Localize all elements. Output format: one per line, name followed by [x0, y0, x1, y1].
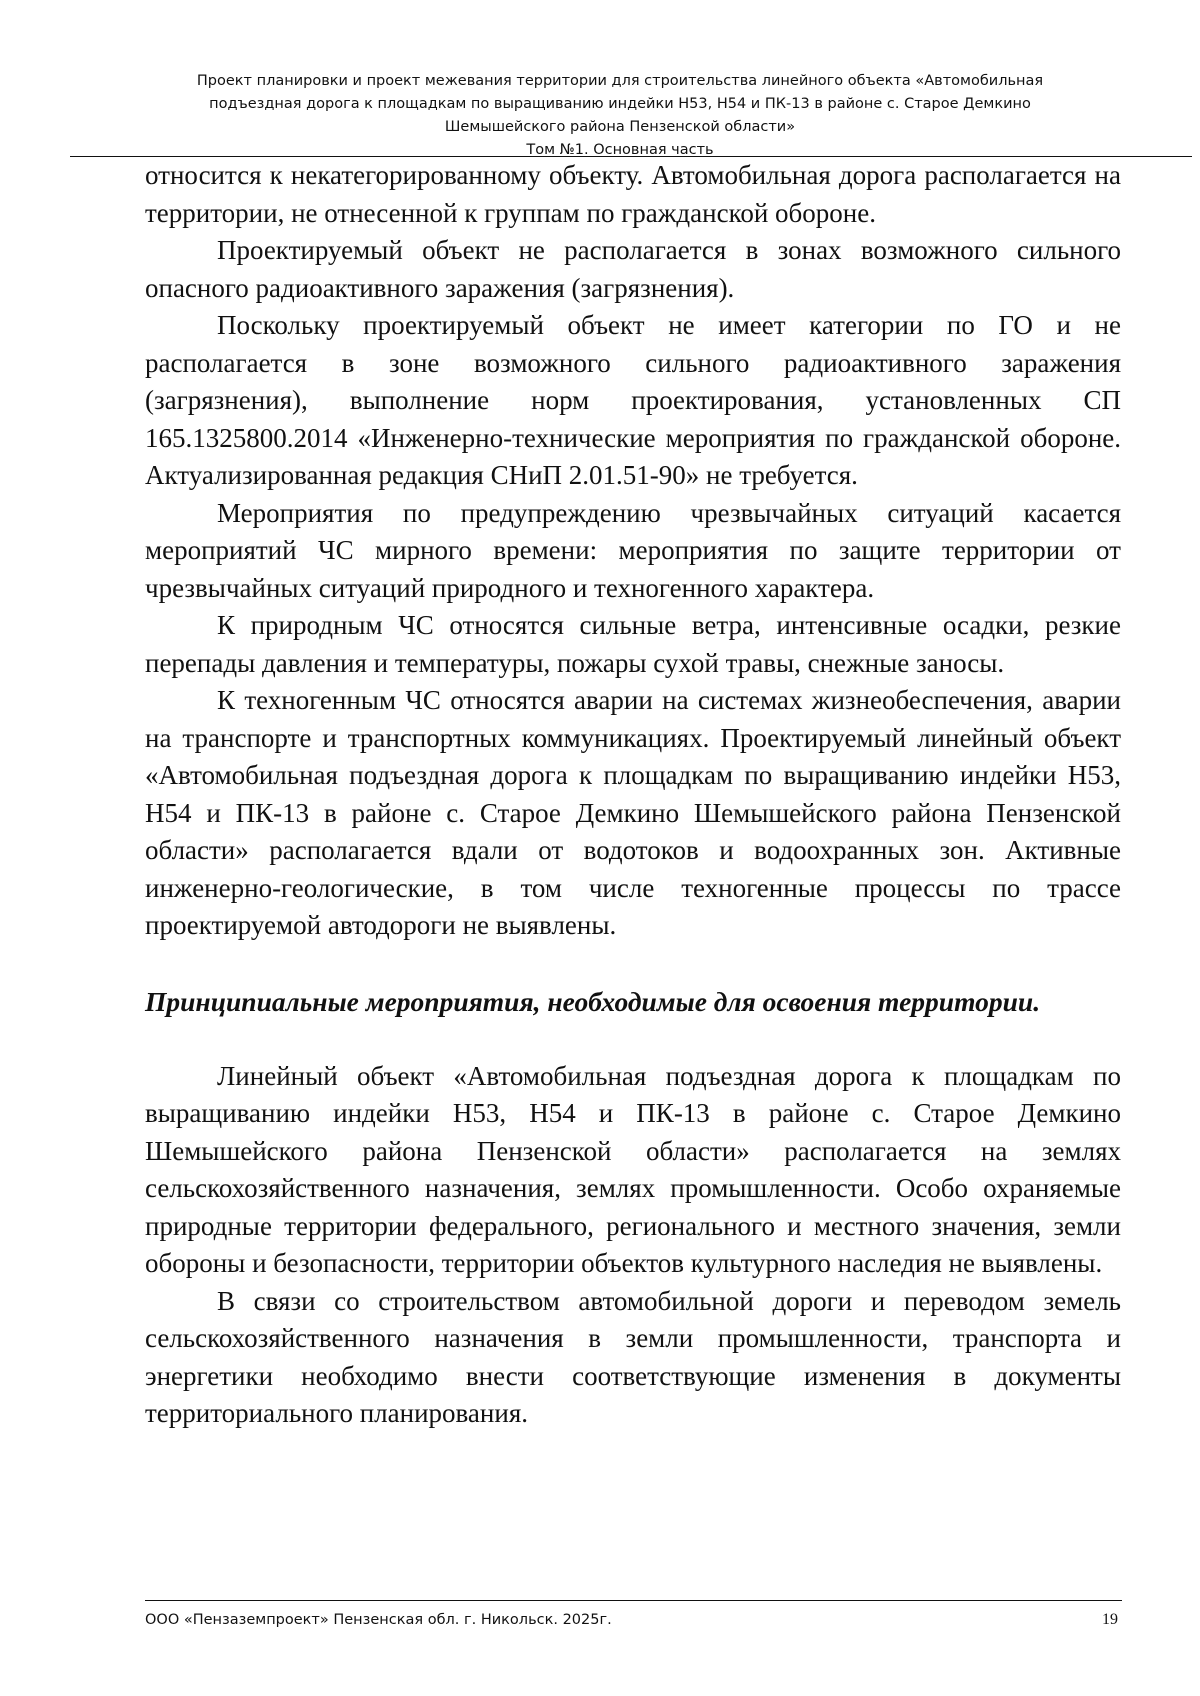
paragraph: Поскольку проектируемый объект не имеет категории по ГО и не располагается в зоне возможного сильного радиоактивного заражения (загрязнения), выполнение норм проектирования, установленных СП 165.1325800.2014 «Инженерно-технические мероприятия по гражданской обороне. Актуализированная редакция СНиП 2.01.51-90» не требуется.: [145, 310, 1121, 490]
header-line-2: подъездная дорога к площадкам по выращиванию индейки Н53, Н54 и ПК-13 в районе с. Старое Демкино: [209, 96, 1031, 112]
header-volume: Том №1. Основная часть: [526, 142, 714, 158]
footer-organization: ООО «Пензаземпроект» Пензенская обл. г. Никольск. 2025г.: [145, 1612, 612, 1628]
page-number: 19: [1102, 1611, 1118, 1628]
footer-divider: [145, 1600, 1122, 1601]
header-line-3: Шемышейского района Пензенской области»: [444, 119, 796, 135]
page-header: [150, 70, 1090, 162]
paragraph: К техногенным ЧС относятся аварии на системах жизнеобеспечения, аварии на транспорте и транспортных коммуникациях. Проектируемый линейный объект «Автомобильная подъездная дорога к площадкам по выращиванию индейки Н53, Н54 и ПК-13 в районе с. Старое Демкино Шемышейского района Пензенской области» располагается вдали от водотоков и водоохранных зон. Активные инженерно-геологические, в том числе техногенные процессы по трассе проектируемой автодороги не выявлены.: [145, 685, 1121, 940]
document-body: [145, 157, 1121, 1433]
paragraph: Линейный объект «Автомобильная подъездная дорога к площадкам по выращиванию индейки Н53, Н54 и ПК-13 в районе с. Старое Демкино Шемышейского района Пензенской области» располагается на землях сельскохозяйственного назначения, землях промышленности. Особо охраняемые природные территории федерального, регионального и местного значения, земли обороны и безопасности, территории объектов культурного наследия не выявлены.: [145, 1060, 1121, 1278]
paragraph: Проектируемый объект не располагается в зонах возможного сильного опасного радиоактивного заражения (загрязнения).: [145, 235, 1121, 303]
paragraph: В связи со строительством автомобильной дороги и переводом земель сельскохозяйственного назначения в земли промышленности, транспорта и энергетики необходимо внести соответствующие изменения в документы территориального планирования.: [145, 1285, 1121, 1428]
paragraph-continued: относится к некатегорированному объекту. Автомобильная дорога располагается на территории, не отнесенной к группам по гражданской обороне.: [145, 160, 1121, 228]
paragraph: К природным ЧС относятся сильные ветра, интенсивные осадки, резкие перепады давления и температуры, пожары сухой травы, снежные заносы.: [145, 610, 1121, 678]
paragraph: Мероприятия по предупреждению чрезвычайных ситуаций касается мероприятий ЧС мирного времени: мероприятия по защите территории от чрезвычайных ситуаций природного и техногенного характера.: [145, 497, 1121, 603]
header-line-1: Проект планировки и проект межевания территории для строительства линейного объекта «Автомобильная: [196, 73, 1044, 89]
section-heading: Принципиальные мероприятия, необходимые для освоения территории.: [145, 985, 1041, 1017]
